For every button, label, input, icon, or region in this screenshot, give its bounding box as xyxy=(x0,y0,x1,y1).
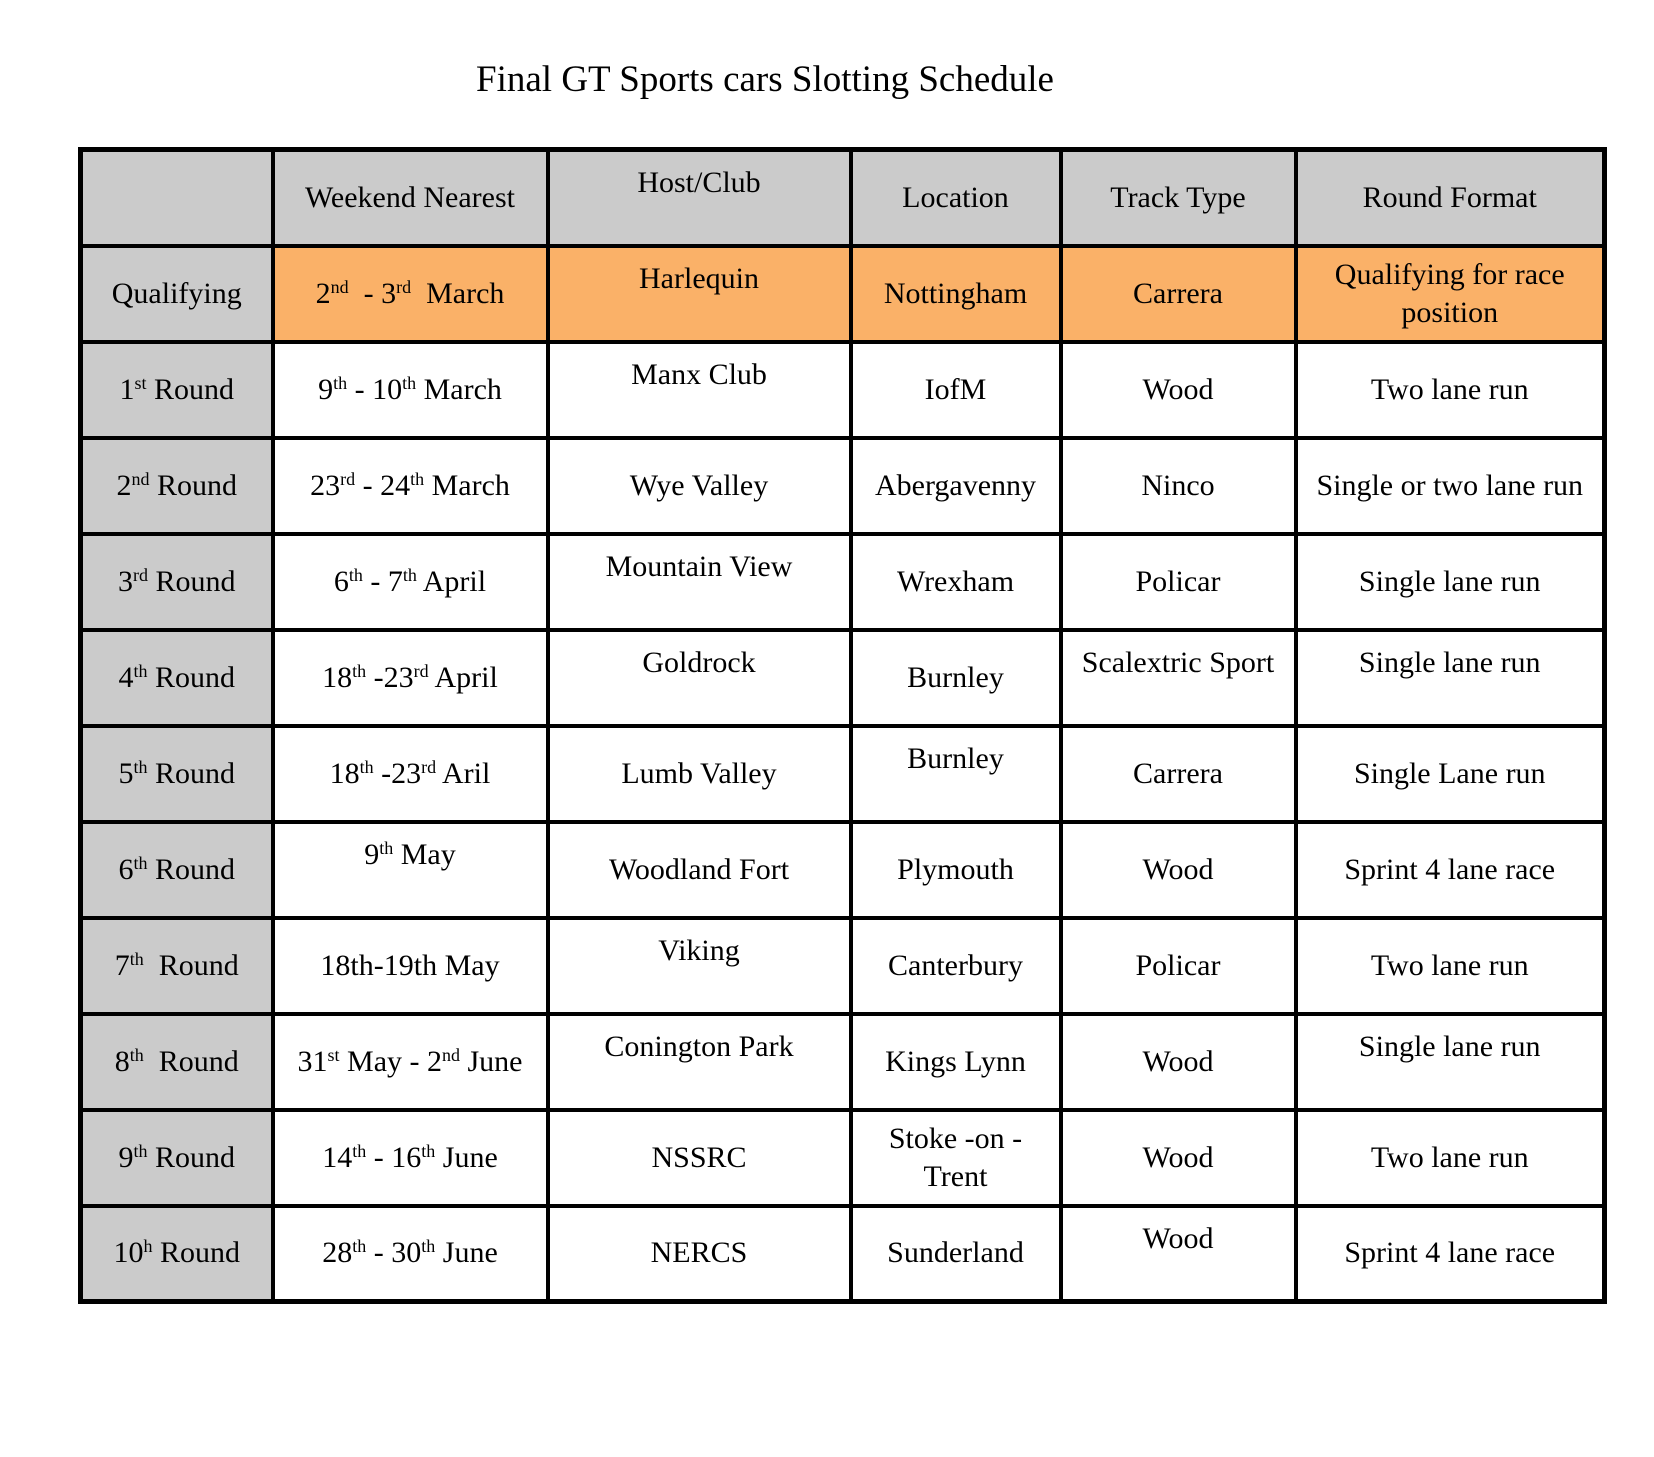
round-label-cell: 6th Round xyxy=(81,822,273,918)
header-cell-location: Location xyxy=(851,150,1061,246)
cell-format: Two lane run xyxy=(1296,342,1605,438)
header-cell-weekend: Weekend Nearest xyxy=(273,150,548,246)
header-cell-format: Round Format xyxy=(1296,150,1605,246)
cell-track: Wood xyxy=(1061,1110,1296,1206)
cell-format: Two lane run xyxy=(1296,1110,1605,1206)
cell-location: Burnley xyxy=(851,630,1061,726)
cell-host: NSSRC xyxy=(548,1110,851,1206)
cell-track: Wood xyxy=(1061,822,1296,918)
cell-format: Qualifying for race position xyxy=(1296,246,1605,342)
table-row xyxy=(81,246,1605,342)
cell-weekend: 6th - 7th April xyxy=(273,534,548,630)
round-label-cell: 10$^h$ Round xyxy=(81,1206,273,1302)
cell-format: Single Lane run xyxy=(1296,726,1605,822)
cell-weekend: 31st May - 2nd June xyxy=(273,1014,548,1110)
cell-location: Sunderland xyxy=(851,1206,1061,1302)
header-cell-round xyxy=(81,150,273,246)
cell-format: Sprint 4 lane race xyxy=(1296,1206,1605,1302)
cell-weekend: 9th - 10th March xyxy=(273,342,548,438)
cell-track: Wood xyxy=(1061,1014,1296,1110)
table-row xyxy=(81,1014,1605,1110)
schedule-table xyxy=(78,147,1607,1304)
cell-location: Canterbury xyxy=(851,918,1061,1014)
table-row xyxy=(81,1110,1605,1206)
cell-weekend: 18th-19th May xyxy=(273,918,548,1014)
table-row xyxy=(81,822,1605,918)
cell-track: Policar xyxy=(1061,534,1296,630)
cell-track: Wood xyxy=(1061,1206,1296,1302)
cell-track: Scalextric Sport xyxy=(1061,630,1296,726)
round-label-cell: Qualifying xyxy=(81,246,273,342)
cell-weekend: 2nd - 3rd March xyxy=(273,246,548,342)
cell-location: Wrexham xyxy=(851,534,1061,630)
table-row xyxy=(81,438,1605,534)
header-row xyxy=(81,150,1605,246)
cell-location: Nottingham xyxy=(851,246,1061,342)
cell-format: Single lane run xyxy=(1296,534,1605,630)
cell-location: Abergavenny xyxy=(851,438,1061,534)
round-label-cell: 2nd Round xyxy=(81,438,273,534)
round-label-cell: 1st Round xyxy=(81,342,273,438)
cell-location: IofM xyxy=(851,342,1061,438)
round-label-cell: 7th Round xyxy=(81,918,273,1014)
cell-weekend: 28th - 30th June xyxy=(273,1206,548,1302)
header-cell-host: Host/Club xyxy=(548,150,851,246)
cell-location: Burnley xyxy=(851,726,1061,822)
round-label-cell: 4th Round xyxy=(81,630,273,726)
cell-weekend: 18th -23rd Aril xyxy=(273,726,548,822)
cell-track: Wood xyxy=(1061,342,1296,438)
cell-host: Mountain View xyxy=(548,534,851,630)
cell-host: Wye Valley xyxy=(548,438,851,534)
cell-format: Single lane run xyxy=(1296,1014,1605,1110)
table-row xyxy=(81,1206,1605,1302)
cell-weekend: 14th - 16th June xyxy=(273,1110,548,1206)
cell-host: Conington Park xyxy=(548,1014,851,1110)
page-title: Final GT Sports cars Slotting Schedule xyxy=(476,59,1054,100)
round-label-cell: 9th Round xyxy=(81,1110,273,1206)
cell-weekend: 18th -23rd April xyxy=(273,630,548,726)
table-row xyxy=(81,534,1605,630)
table-row xyxy=(81,630,1605,726)
cell-host: Viking xyxy=(548,918,851,1014)
cell-format: Two lane run xyxy=(1296,918,1605,1014)
round-label-cell: 3rd Round xyxy=(81,534,273,630)
cell-host: Woodland Fort xyxy=(548,822,851,918)
cell-track: Carrera xyxy=(1061,726,1296,822)
cell-format: Single lane run xyxy=(1296,630,1605,726)
table-row xyxy=(81,342,1605,438)
cell-host: Harlequin xyxy=(548,246,851,342)
cell-host: NERCS xyxy=(548,1206,851,1302)
cell-location: Plymouth xyxy=(851,822,1061,918)
cell-format: Sprint 4 lane race xyxy=(1296,822,1605,918)
cell-host: Lumb Valley xyxy=(548,726,851,822)
cell-weekend: 9th May xyxy=(273,822,548,918)
round-label-cell: 5th Round xyxy=(81,726,273,822)
cell-location: Kings Lynn xyxy=(851,1014,1061,1110)
cell-format: Single or two lane run xyxy=(1296,438,1605,534)
cell-host: Manx Club xyxy=(548,342,851,438)
table-row xyxy=(81,918,1605,1014)
cell-location: Stoke -on - Trent xyxy=(851,1110,1061,1206)
cell-track: Policar xyxy=(1061,918,1296,1014)
cell-weekend: 23rd - 24th March xyxy=(273,438,548,534)
cell-track: Carrera xyxy=(1061,246,1296,342)
cell-host: Goldrock xyxy=(548,630,851,726)
round-label-cell: 8th Round xyxy=(81,1014,273,1110)
cell-track: Ninco xyxy=(1061,438,1296,534)
header-cell-track: Track Type xyxy=(1061,150,1296,246)
schedule-body xyxy=(81,246,1605,1302)
table-row xyxy=(81,726,1605,822)
